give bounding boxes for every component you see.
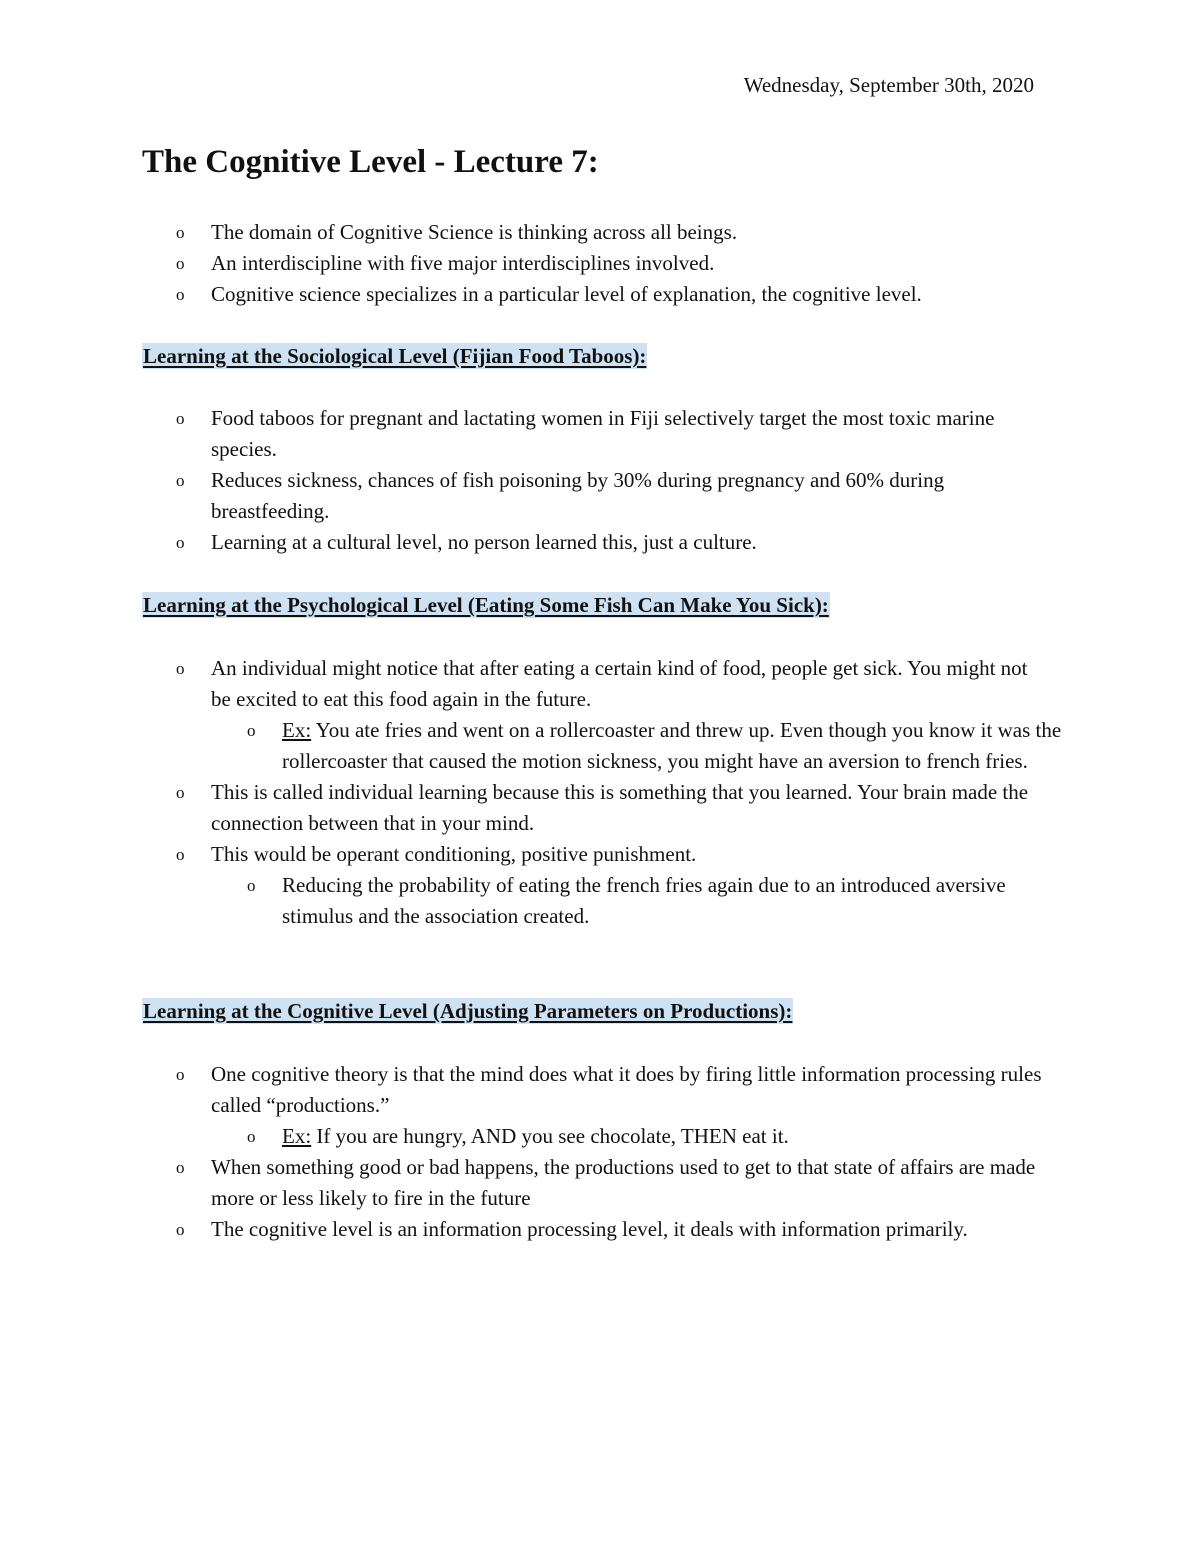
page-title: The Cognitive Level - Lecture 7: — [142, 144, 599, 180]
sub-list-item — [142, 715, 1062, 777]
sociological-section — [142, 343, 647, 369]
list-item-text: The domain of Cognitive Science is thinking across all beings. — [211, 220, 738, 244]
sociological-list-wrap — [142, 403, 1051, 558]
list-item-text: An interdiscipline with five major interdisciplines involved. — [211, 251, 715, 275]
list-item-text: Learning at a cultural level, no person learned this, just a culture. — [211, 530, 757, 554]
list-item-text: Cognitive science specializes in a particular level of explanation, the cognitive level. — [211, 282, 922, 306]
section-heading-sociological: Learning at the Sociological Level (Fijian Food Taboos): — [143, 344, 647, 368]
bullet-icon: o — [247, 721, 256, 740]
cognitive-list — [142, 1059, 1062, 1245]
list-item — [142, 1059, 1051, 1121]
bullet-icon: o — [176, 254, 185, 273]
list-item — [142, 1152, 1051, 1214]
psychological-list-wrap — [142, 653, 1062, 932]
psychological-list — [142, 653, 1062, 932]
bullet-icon: o — [247, 1127, 256, 1146]
list-item-text: When something good or bad happens, the productions used to get to that state of affairs are made more or less likely to fire in the future — [211, 1155, 1036, 1210]
list-item-text: The cognitive level is an information processing level, it deals with information primarily. — [211, 1217, 968, 1241]
list-item — [142, 217, 1051, 248]
section-heading-psychological: Learning at the Psychological Level (Eating Some Fish Can Make You Sick): — [143, 593, 829, 617]
sub-list-item — [142, 1121, 1062, 1152]
list-item-text: An individual might notice that after eating a certain kind of food, people get sick. You might not be excited to eat this food again in the future. — [211, 656, 1028, 711]
list-item-text: One cognitive theory is that the mind does what it does by firing little information processing rules called “productions.” — [211, 1062, 1042, 1117]
psychological-section — [142, 592, 830, 618]
example-label: Ex: — [282, 718, 312, 742]
list-item-text: Reduces sickness, chances of fish poisoning by 30% during pregnancy and 60% during breastfeeding. — [211, 468, 945, 523]
list-item — [142, 839, 1051, 870]
intro-list — [142, 217, 1051, 310]
list-item — [142, 279, 1051, 310]
list-item — [142, 248, 1051, 279]
document-date: Wednesday, September 30th, 2020 — [743, 73, 1034, 97]
sub-list-item — [142, 870, 1062, 932]
sociological-list — [142, 403, 1051, 558]
bullet-icon: o — [176, 409, 185, 428]
list-item-text: If you are hungry, AND you see chocolate, THEN eat it. — [311, 1124, 789, 1148]
intro-section — [142, 217, 1051, 310]
list-item — [142, 403, 1051, 465]
list-item — [142, 465, 1051, 527]
bullet-icon: o — [176, 845, 185, 864]
list-item-text: This would be operant conditioning, positive punishment. — [211, 842, 697, 866]
list-item — [142, 653, 1051, 715]
bullet-icon: o — [176, 285, 185, 304]
cognitive-section — [142, 998, 793, 1024]
bullet-icon: o — [176, 659, 185, 678]
example-label: Ex: — [282, 1124, 312, 1148]
bullet-icon: o — [176, 1158, 185, 1177]
bullet-icon: o — [176, 1065, 185, 1084]
list-item — [142, 527, 1051, 558]
bullet-icon: o — [247, 876, 256, 895]
bullet-icon: o — [176, 223, 185, 242]
bullet-icon: o — [176, 783, 185, 802]
list-item-text: Reducing the probability of eating the french fries again due to an introduced aversive stimulus and the association created. — [282, 873, 1006, 928]
list-item-text: This is called individual learning because this is something that you learned. Your brain made the connection between that in your mind. — [211, 780, 1029, 835]
bullet-icon: o — [176, 533, 185, 552]
bullet-icon: o — [176, 471, 185, 490]
section-heading-cognitive: Learning at the Cognitive Level (Adjusting Parameters on Productions): — [143, 999, 793, 1023]
list-item — [142, 1214, 1051, 1245]
list-item-text: You ate fries and went on a rollercoaster and threw up. Even though you know it was the rollercoaster that caused the motion sickness, you might have an aversion to french fries. — [282, 718, 1062, 773]
list-item — [142, 777, 1051, 839]
list-item-text: Food taboos for pregnant and lactating women in Fiji selectively target the most toxic marine species. — [211, 406, 995, 461]
cognitive-list-wrap — [142, 1059, 1062, 1245]
bullet-icon: o — [176, 1220, 185, 1239]
